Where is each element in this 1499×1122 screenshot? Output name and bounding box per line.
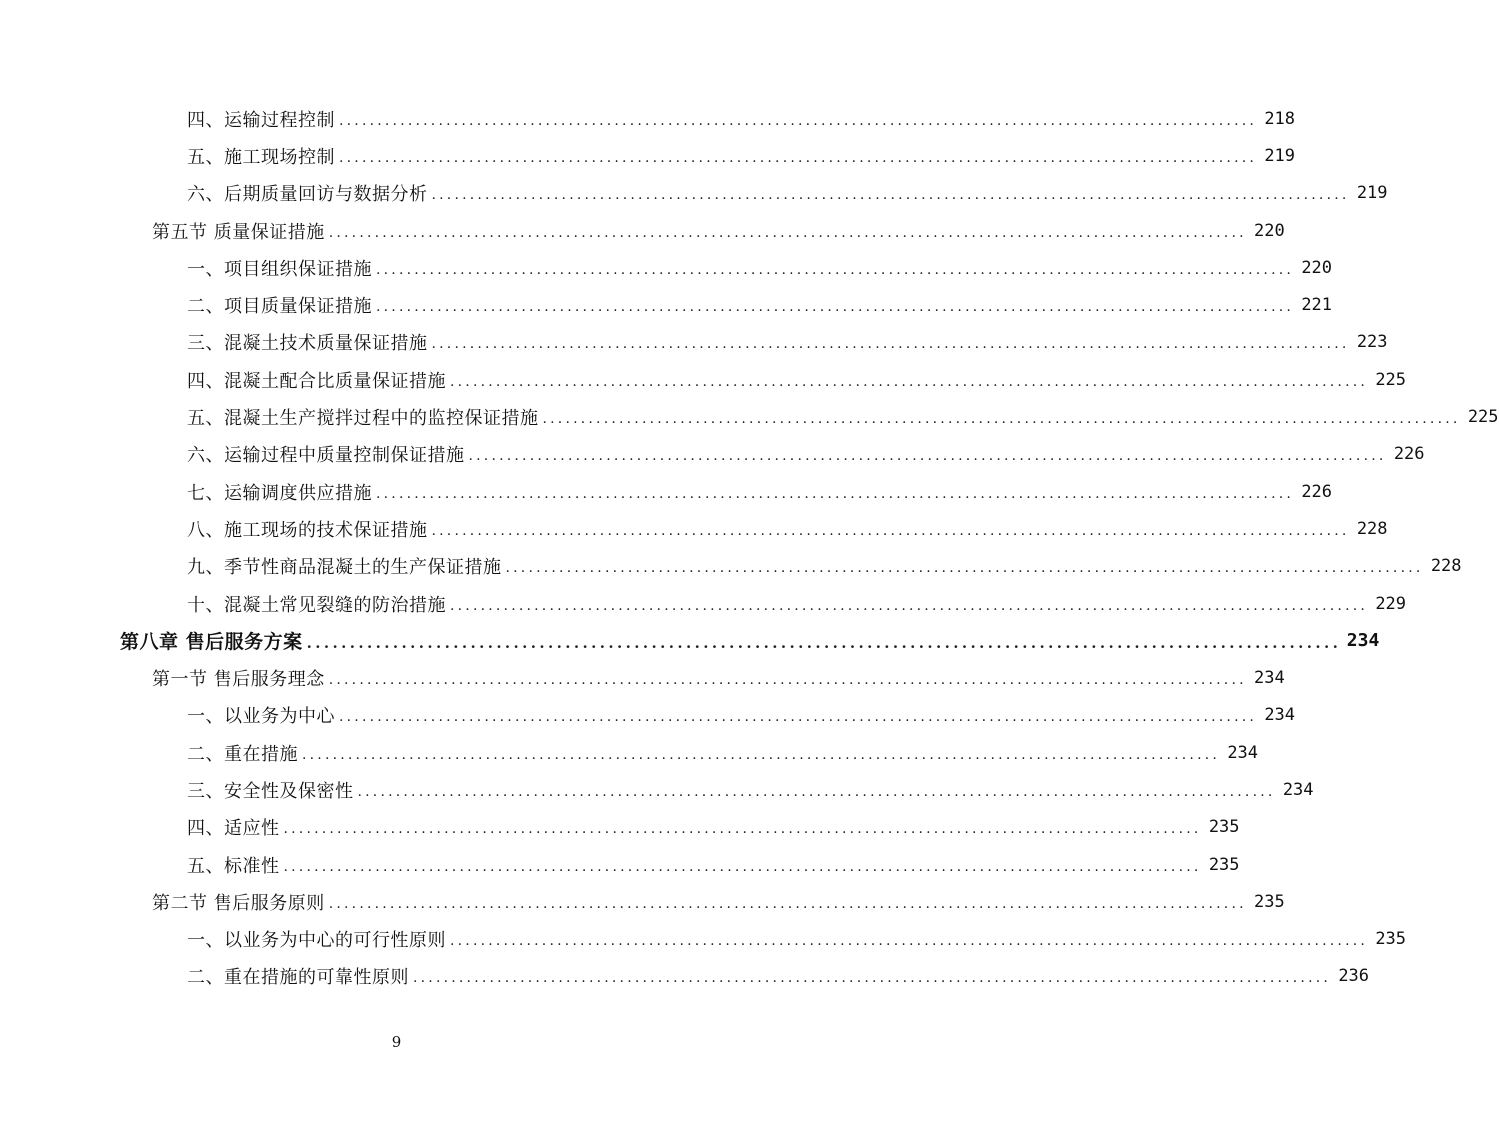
toc-entry-title: 九、季节性商品混凝土的生产保证措施 (187, 557, 502, 579)
toc-entry-page: 235 (1208, 854, 1240, 875)
dot-leader: ........................................................................................................................ (306, 633, 1342, 652)
dot-leader: ........................................................................................................................ (431, 522, 1350, 539)
toc-item-entry[interactable] (0, 958, 1370, 995)
toc-entry-page: 219 (1264, 145, 1296, 166)
toc-entry-page: 236 (1338, 966, 1370, 987)
toc-entry-title: 第八章 售后服务方案 (120, 631, 303, 654)
toc-item-entry[interactable] (0, 846, 1240, 883)
dot-leader: ........................................................................................................................ (450, 373, 1369, 390)
toc-section-entry[interactable] (0, 883, 1285, 920)
toc-item-entry[interactable] (0, 771, 1314, 808)
toc-item-entry[interactable] (0, 510, 1388, 547)
toc-entry-title: 五、施工现场控制 (187, 146, 335, 168)
dot-leader: ........................................................................................................................ (328, 224, 1247, 241)
dot-leader: ........................................................................................................................ (283, 821, 1202, 838)
toc-entry-title: 六、后期质量回访与数据分析 (187, 184, 428, 206)
toc-entry-page: 228 (1430, 556, 1462, 577)
toc-entry-title: 三、安全性及保密性 (187, 780, 354, 802)
toc-entry-page: 234 (1346, 630, 1380, 652)
toc-entry-title: 六、运输过程中质量控制保证措施 (187, 445, 465, 467)
toc-entry-page: 225 (1467, 407, 1499, 428)
toc-entry-page: 225 (1375, 369, 1407, 390)
dot-leader: ........................................................................................................................ (339, 709, 1258, 726)
toc-entry-title: 二、重在措施的可靠性原则 (187, 967, 409, 989)
toc-item-entry[interactable] (0, 286, 1333, 323)
toc-entry-page: 235 (1375, 929, 1407, 950)
toc-entry-page: 229 (1375, 593, 1407, 614)
dot-leader: ........................................................................................................................ (302, 746, 1221, 763)
dot-leader: ........................................................................................................................ (357, 783, 1276, 800)
toc-item-entry[interactable] (0, 137, 1296, 174)
dot-leader: ........................................................................................................................ (339, 112, 1258, 129)
toc-entry-title: 第一节 售后服务理念 (152, 669, 325, 691)
table-of-contents (0, 100, 1499, 995)
toc-entry-page: 218 (1264, 108, 1296, 129)
dot-leader: ........................................................................................................................ (413, 970, 1332, 987)
toc-section-entry[interactable] (0, 659, 1285, 696)
dot-leader: ........................................................................................................................ (376, 299, 1295, 316)
toc-entry-page: 223 (1356, 332, 1388, 353)
toc-item-entry[interactable] (0, 436, 1425, 473)
toc-entry-page: 234 (1264, 705, 1296, 726)
toc-item-entry[interactable] (0, 697, 1296, 734)
dot-leader: ........................................................................................................................ (468, 448, 1387, 465)
toc-entry-page: 226 (1301, 481, 1333, 502)
toc-entry-title: 第二节 售后服务原则 (152, 892, 325, 914)
toc-entry-title: 三、混凝土技术质量保证措施 (187, 333, 428, 355)
toc-item-entry[interactable] (0, 809, 1240, 846)
toc-entry-title: 一、以业务为中心 (187, 706, 335, 728)
dot-leader: ........................................................................................................................ (542, 411, 1461, 428)
toc-item-entry[interactable] (0, 361, 1407, 398)
toc-entry-title: 二、重在措施 (187, 743, 298, 765)
toc-entry-title: 八、施工现场的技术保证措施 (187, 519, 428, 541)
toc-item-entry[interactable] (0, 473, 1333, 510)
toc-entry-page: 221 (1301, 295, 1333, 316)
toc-item-entry[interactable] (0, 324, 1388, 361)
toc-entry-title: 五、混凝土生产搅拌过程中的监控保证措施 (187, 408, 539, 430)
toc-entry-title: 十、混凝土常见裂缝的防治措施 (187, 594, 446, 616)
dot-leader: ........................................................................................................................ (431, 336, 1350, 353)
toc-item-entry[interactable] (0, 100, 1296, 137)
page-number: 9 (391, 1033, 402, 1051)
toc-item-entry[interactable] (0, 585, 1407, 622)
dot-leader: ........................................................................................................................ (450, 933, 1369, 950)
toc-item-entry[interactable] (0, 548, 1462, 585)
toc-item-entry[interactable] (0, 734, 1259, 771)
dot-leader: ........................................................................................................................ (328, 895, 1247, 912)
dot-leader: ........................................................................................................................ (376, 261, 1295, 278)
dot-leader: ........................................................................................................................ (431, 187, 1350, 204)
toc-entry-title: 四、运输过程控制 (187, 109, 335, 131)
toc-section-entry[interactable] (0, 212, 1285, 249)
toc-entry-title: 七、运输调度供应措施 (187, 482, 372, 504)
toc-entry-page: 234 (1254, 668, 1285, 689)
dot-leader: ........................................................................................................................ (283, 858, 1202, 875)
toc-entry-page: 219 (1356, 183, 1388, 204)
toc-entry-page: 234 (1227, 742, 1259, 763)
toc-item-entry[interactable] (0, 921, 1407, 958)
toc-entry-page: 226 (1393, 444, 1425, 465)
dot-leader: ........................................................................................................................ (376, 485, 1295, 502)
toc-item-entry[interactable] (0, 175, 1388, 212)
toc-item-entry[interactable] (0, 398, 1499, 435)
toc-entry-page: 228 (1356, 518, 1388, 539)
dot-leader: ........................................................................................................................ (450, 597, 1369, 614)
dot-leader: ........................................................................................................................ (505, 560, 1424, 577)
toc-entry-title: 四、适应性 (187, 818, 280, 840)
toc-entry-title: 二、项目质量保证措施 (187, 296, 372, 318)
toc-entry-title: 一、项目组织保证措施 (187, 258, 372, 280)
toc-item-entry[interactable] (0, 249, 1333, 286)
toc-entry-title: 四、混凝土配合比质量保证措施 (187, 370, 446, 392)
toc-entry-page: 235 (1254, 891, 1285, 912)
dot-leader: ........................................................................................................................ (328, 672, 1247, 689)
toc-entry-title: 第五节 质量保证措施 (152, 221, 325, 243)
toc-entry-title: 一、以业务为中心的可行性原则 (187, 930, 446, 952)
toc-entry-page: 235 (1208, 817, 1240, 838)
toc-entry-page: 220 (1301, 257, 1333, 278)
toc-entry-title: 五、标准性 (187, 855, 280, 877)
toc-entry-page: 234 (1282, 779, 1314, 800)
dot-leader: ........................................................................................................................ (339, 149, 1258, 166)
toc-entry-page: 220 (1254, 220, 1285, 241)
toc-chapter-entry[interactable] (0, 622, 1380, 659)
